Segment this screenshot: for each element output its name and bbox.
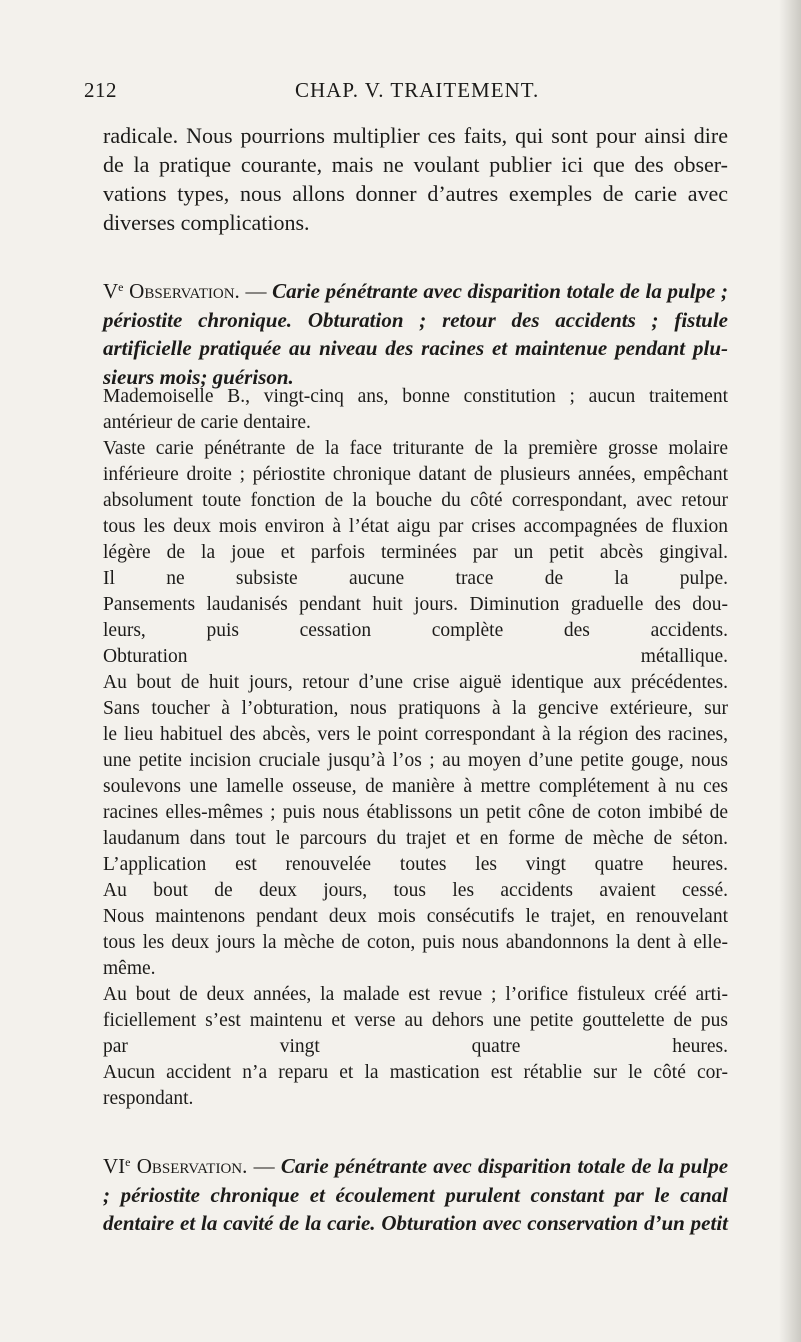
observation-5-numeral: V (103, 279, 119, 303)
page-edge-shadow (779, 0, 801, 1342)
body-line: Mademoiselle B., vingt-cinq ans, bonne constitution ; aucun traitement (103, 386, 728, 407)
body-line: Vaste carie pénétrante de la face triturante de la première grosse molaire (103, 438, 728, 459)
body-line: soulevons une lamelle osseuse, de manière à mettre complétement à nu ces (103, 776, 728, 797)
body-line: Nous maintenons pendant deux mois consécutifs le trajet, en renouvelant (103, 906, 728, 927)
running-header (0, 78, 801, 106)
body-line: ficiellement s’est maintenu et verse au dehors une petite gouttelette de pus (103, 1010, 728, 1031)
body-line: respondant. (103, 1088, 194, 1109)
body-line: Au bout de deux années, la malade est revue ; l’orifice fistuleux créé arti- (103, 984, 728, 1005)
running-title: CHAP. V. TRAITEMENT. (295, 78, 540, 102)
observation-5-dash: — (239, 279, 273, 303)
body-line: inférieure droite ; périostite chronique datant de plusieurs années, empêchant (103, 464, 728, 485)
observation-5-heading (103, 273, 728, 391)
observation-5-label: Observation. (129, 279, 240, 303)
observation-5-title: Carie pénétrante avec disparition totale de la pulpe ; périostite chronique. Obturation ; retour des accidents ; fistule artificielle pratiquée au niveau des racines et maintenue pendant plu-sieurs mois; guérison. (103, 279, 729, 389)
observation-6-title: Carie pénétrante avec disparition totale de la pulpe ; périostite chronique et écoulement purulent constant par le canal dentaire et la cavité de la carie. Obturation avec conservation d’un petit (103, 1154, 729, 1235)
body-line: leurs, puis cessation complète des accidents. (103, 620, 728, 641)
body-line: Aucun accident n’a reparu et la mastication est rétablie sur le côté cor- (103, 1062, 728, 1083)
observation-6-sup: e (125, 1155, 131, 1169)
intro-paragraph: radicale. Nous pourrions multiplier ces faits, qui sont pour ainsi dire de la pratique courante, mais ne voulant publier ici que des obser-vations types, nous allons donner d’autres exemples de carie avec diverses complications. (103, 123, 728, 235)
body-line: même. (103, 958, 156, 979)
body-line: Sans toucher à l’obturation, nous pratiquons à la gencive extérieure, sur (103, 698, 728, 719)
observation-6-dash: — (247, 1154, 281, 1178)
body-line: Il ne subsiste aucune trace de la pulpe. (103, 568, 728, 589)
body-line: légère de la joue et parfois terminées par un petit abcès gingival. (103, 542, 728, 563)
body-line: laudanum dans tout le parcours du trajet et en forme de mèche de séton. (103, 828, 728, 849)
body-line: Au bout de huit jours, retour d’une crise aiguë identique aux précédentes. (103, 672, 728, 693)
observation-5-body (103, 384, 728, 1112)
body-line: par vingt quatre heures. (103, 1036, 728, 1057)
observation-6-label: Observation. (136, 1154, 248, 1178)
body-line: Obturation métallique. (103, 646, 728, 667)
body-line: tous les deux mois environ à l’état aigu par crises accompagnées de fluxion (103, 516, 728, 537)
page-number: 212 (84, 78, 117, 102)
body-line: tous les deux jours la mèche de coton, puis nous abandonnons la dent à elle- (103, 932, 728, 953)
observation-6-heading (103, 1148, 728, 1238)
observation-5-sup: e (118, 280, 124, 294)
body-line: une petite incision cruciale jusqu’à l’os ; au moyen d’une petite gouge, nous (103, 750, 728, 771)
body-line: absolument toute fonction de la bouche du côté correspondant, avec retour (103, 490, 728, 511)
body-line: le lieu habituel des abcès, vers le point correspondant à la région des racines, (103, 724, 728, 745)
body-line: antérieur de carie dentaire. (103, 412, 311, 433)
observation-6-numeral: VI (103, 1154, 126, 1178)
body-line: Au bout de deux jours, tous les accidents avaient cessé. (103, 880, 728, 901)
body-line: L’application est renouvelée toutes les vingt quatre heures. (103, 854, 728, 875)
body-line: racines elles-mêmes ; puis nous établissons un petit cône de coton imbibé de (103, 802, 728, 823)
body-line: Pansements laudanisés pendant huit jours. Diminution graduelle des dou- (103, 594, 728, 615)
